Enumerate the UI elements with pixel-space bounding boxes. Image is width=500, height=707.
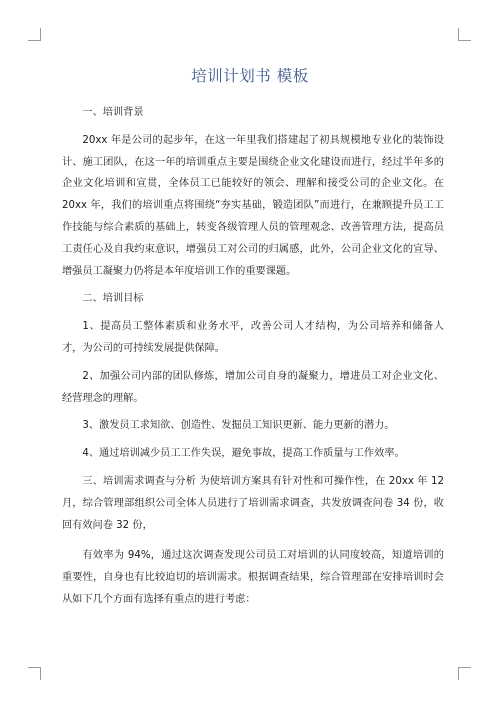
heading-training-goals: 二、培训目标: [82, 293, 144, 305]
heading-training-background: 一、培训背景: [82, 107, 144, 118]
crop-mark-top-right: [458, 28, 471, 41]
paragraph-goal-4: 4、通过培训减少员工工作失误，避免事故，提高工作质量与工作效率。: [82, 448, 405, 460]
paragraph-goal-1: 1、提高员工整体素质和业务水平，改善公司人才结构，为公司培养和储备人才，为公司的可持续发展提供保障。: [62, 321, 444, 354]
crop-mark-top-left: [28, 28, 41, 41]
crop-mark-bottom-right: [458, 667, 471, 680]
paragraph-goal-2: 2、加强公司内部的团队修炼，增加公司自身的凝聚力，增进员工对企业文化、经营理念的理解。: [62, 370, 444, 404]
paragraph-effective-rate: 有效率为 94%，通过这次调查发现公司员工对培训的认同度较高，知道培训的重要性，自身也有比较迫切的培训需求。根据调查结果，综合管理部在安排培训时会从如下几个方面有选择有重点的进行考虑：: [62, 550, 444, 605]
document-body: [62, 102, 444, 611]
paragraph-background: 20xx 年是公司的起步年，在这一年里我们搭建起了初具规模地专业化的装饰设计、施工团队，在这一年的培训重点主要是围绕企业文化建设而进行，经过半年多的企业文化培训和宣贯，全体员工已能较好的领会、理解和接受公司的企业文化。在 20xx 年，我们的培训重点将围绕“夯实基础，锻造团队”而进行，在兼顾提升员工工作技能与综合素质的基础上，转变各级管理人员的管理观念、改善管理方法，提高员工责任心及自我约束意识，增强员工对公司的归属感，此外，公司企业文化的宣导、增强员工凝聚力仍将是本年度培训工作的重要课题。: [62, 134, 444, 277]
crop-mark-bottom-left: [28, 667, 41, 680]
paragraph-needs-analysis: 三、培训需求调查与分析 为使培训方案具有针对性和可操作性，在 20xx 年 12 月，综合管理部组织公司全体人员进行了培训需求调查，共发放调查问卷 34 份，收回有效问卷 32 份，: [62, 475, 444, 531]
document-title: 培训计划书 模板: [191, 67, 309, 85]
paragraph-goal-3: 3、激发员工求知欲、创造性、发掘员工知识更新、能力更新的潜力。: [82, 420, 395, 432]
